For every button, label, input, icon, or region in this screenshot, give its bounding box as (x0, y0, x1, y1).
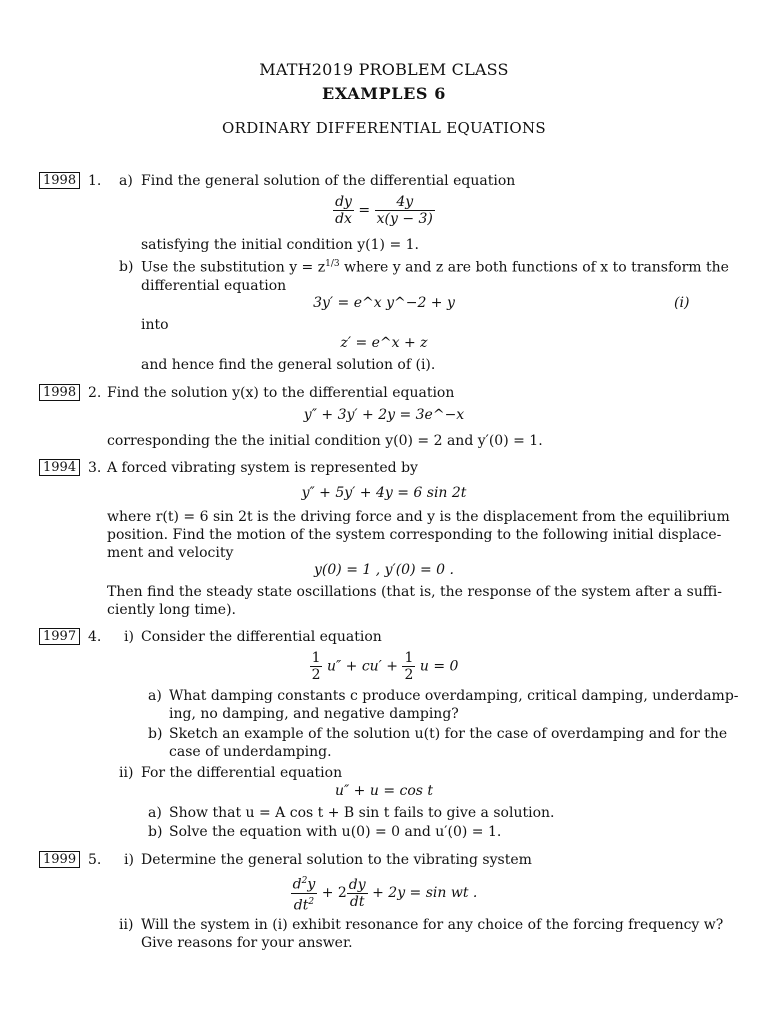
year-badge: 1998 (39, 172, 80, 189)
equation: $\frac{dy}{dx}$ = $\frac{4y}{x(y - 3)}$ (335, 194, 433, 227)
part-text: Find the general solution of the differential equation (141, 173, 516, 189)
equation: u″ + u = cos t (334, 783, 434, 799)
part-text: differential equation (141, 278, 287, 294)
equation-tag: (i) (674, 295, 690, 311)
problem-number: 5. (88, 852, 102, 868)
part-text: into (141, 317, 169, 333)
year-badge: 1997 (39, 628, 80, 645)
part-text: What damping constants c produce overdamping, critical damping, underdamp- (169, 688, 739, 704)
part-label: b) (119, 259, 134, 275)
part-text: Use the substitution $y = z^{1/3}$ where y and z are both functions of x to transform the (141, 259, 729, 276)
part-text: ing, no damping, and negative damping? (169, 706, 459, 722)
problem-text: Find the solution y(x) to the differential equation (107, 385, 455, 401)
problem-number: 4. (88, 629, 102, 645)
part-text: Give reasons for your answer. (141, 935, 353, 951)
part-text: and hence find the general solution of (i). (141, 357, 436, 373)
problem-text: ciently long time). (107, 602, 236, 618)
problem-text: position. Find the motion of the system corresponding to the following initial displace- (107, 527, 722, 543)
problem-number: 2. (88, 385, 102, 401)
topic-title: ORDINARY DIFFERENTIAL EQUATIONS (222, 119, 546, 137)
equation: y″ + 3y′ + 2y = 3e^−x (303, 407, 465, 423)
part-label: b) (148, 726, 163, 742)
problem-text: Then find the steady state oscillations (that is, the response of the system after a suffi- (107, 584, 722, 600)
year-badge: 1999 (39, 851, 80, 868)
part-text: Consider the differential equation (141, 629, 382, 645)
problem-number: 1. (88, 173, 102, 189)
part-label: i) (124, 852, 134, 868)
problem-text: where r(t) = 6 sin 2t is the driving force and y is the displacement from the equilibrium (107, 509, 730, 525)
part-label: i) (124, 629, 134, 645)
initial-condition: satisfying the initial condition y(1) = 1. (141, 237, 419, 253)
problem-text: corresponding the the initial condition y(0) = 2 and y′(0) = 1. (107, 433, 543, 449)
part-label: ii) (119, 917, 134, 933)
part-label: ii) (119, 765, 134, 781)
equation: z′ = e^x + z (340, 335, 428, 351)
part-text: Determine the general solution to the vibrating system (141, 852, 532, 868)
part-text: Solve the equation with u(0) = 0 and u′(0) = 1. (169, 824, 502, 840)
part-label: a) (119, 173, 133, 189)
year-badge: 1994 (39, 459, 80, 476)
part-label: b) (148, 824, 163, 840)
year-badge: 1998 (39, 384, 80, 401)
problem-text: ment and velocity (107, 545, 234, 561)
equation: 3y′ = e^x y^−2 + y (313, 295, 455, 311)
equation: $\frac{1}{2}$ u″ + cu′ + $\frac{1}{2}$ u = 0 (311, 650, 459, 683)
part-text: Show that u = A cos t + B sin t fails to give a solution. (169, 805, 555, 821)
equation: y″ + 5y′ + 4y = 6 sin 2t (301, 485, 467, 501)
examples-title: EXAMPLES 6 (322, 84, 446, 103)
equation: y(0) = 1 , y′(0) = 0 . (314, 562, 454, 578)
problem-text: A forced vibrating system is represented by (107, 460, 418, 476)
part-text: Will the system in (i) exhibit resonance for any choice of the forcing frequency w? (141, 917, 724, 933)
course-title: MATH2019 PROBLEM CLASS (259, 60, 509, 79)
problem-number: 3. (88, 460, 102, 476)
equation: $\frac{d^2y}{dt^2}$ + 2 $\frac{dy}{dt}$ + 2y = sin wt . (0, 873, 768, 913)
part-label: a) (148, 805, 162, 821)
part-text: Sketch an example of the solution u(t) for the case of overdamping and for the (169, 726, 728, 742)
part-text: case of underdamping. (169, 744, 332, 760)
part-label: a) (148, 688, 162, 704)
part-text: For the differential equation (141, 765, 343, 781)
